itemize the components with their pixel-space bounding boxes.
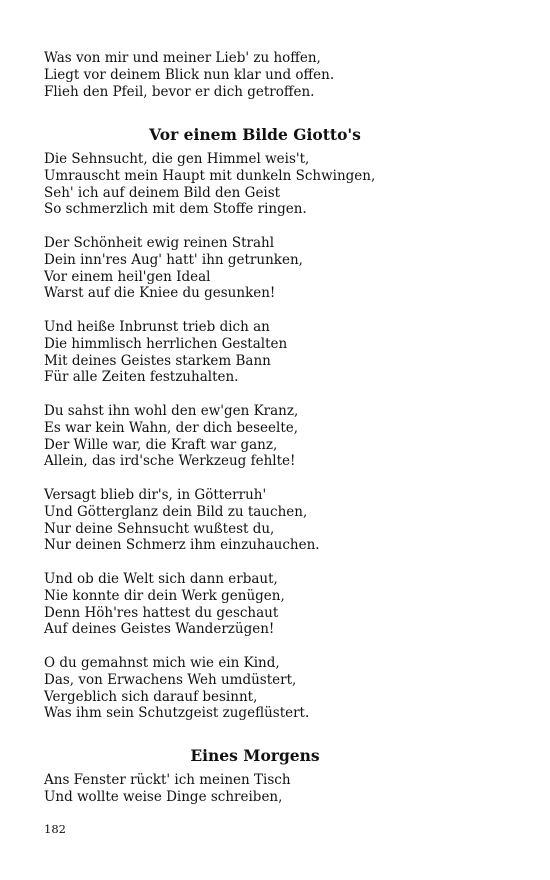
verse-line: Und ob die Welt sich dann erbaut,: [44, 571, 278, 587]
verse-line: Du sahst ihn wohl den ew'gen Kranz,: [44, 403, 299, 419]
verse-line: Auf deines Geistes Wanderzügen!: [44, 621, 275, 638]
verse-line: Der Schönheit ewig reinen Strahl: [44, 235, 275, 251]
stanza: [44, 571, 285, 638]
poem-title: Vor einem Bilde Giotto's: [149, 125, 361, 144]
verse-line: Flieh den Pfeil, bevor er dich getroffen.: [44, 83, 315, 100]
verse-line: Und heiße Inbrunst trieb dich an: [44, 319, 270, 335]
verse-line: Vor einem heil'gen Ideal: [44, 268, 211, 285]
verse-line: Seh' ich auf deinem Bild den Geist: [44, 184, 281, 201]
verse-line: O du gemahnst mich wie ein Kind,: [44, 655, 280, 671]
verse-line: Für alle Zeiten festzuhalten.: [44, 369, 239, 386]
stanza: [44, 772, 291, 806]
verse-line: Dein inn'res Aug' hatt' ihn getrunken,: [44, 251, 303, 268]
stanza: [44, 235, 303, 302]
verse-line: Mit deines Geistes starkem Bann: [44, 352, 271, 369]
verse-line: Die Sehnsucht, die gen Himmel weis't,: [44, 151, 310, 167]
verse-line: So schmerzlich mit dem Stoffe ringen.: [44, 201, 307, 218]
page-number: 182: [44, 822, 66, 836]
stanza: [44, 655, 309, 722]
verse-line: Und wollte weise Dinge schreiben,: [44, 788, 283, 805]
verse-line: Was von mir und meiner Lieb' zu hoffen,: [44, 50, 321, 66]
verse-line: Allein, das ird'sche Werkzeug fehlte!: [44, 453, 296, 470]
verse-line: Was ihm sein Schutzgeist zugeflüstert.: [44, 705, 310, 722]
verse-line: Die himmlisch herrlichen Gestalten: [44, 335, 288, 352]
stanza: [44, 319, 287, 386]
verse-line: Nur deine Sehnsucht wußtest du,: [44, 520, 275, 537]
verse-line: Liegt vor deinem Blick nun klar und offen.: [44, 66, 335, 83]
stanza: [44, 151, 375, 218]
poem-title: Eines Morgens: [190, 746, 320, 765]
verse-line: Das, von Erwachens Weh umdüstert,: [44, 671, 297, 688]
stanza: [44, 487, 320, 554]
verse-line: Vergeblich sich darauf besinnt,: [44, 688, 258, 705]
verse-line: Der Wille war, die Kraft war ganz,: [44, 436, 278, 453]
verse-line: Nie konnte dir dein Werk genügen,: [44, 587, 285, 604]
stanza: [44, 50, 334, 100]
verse-line: Denn Höh'res hattest du geschaut: [44, 604, 279, 621]
verse-line: Es war kein Wahn, der dich beseelte,: [44, 419, 299, 436]
verse-line: Und Götterglanz dein Bild zu tauchen,: [44, 503, 308, 520]
verse-line: Versagt blieb dir's, in Götterruh': [44, 487, 267, 503]
verse-line: Ans Fenster rückt' ich meinen Tisch: [44, 772, 291, 788]
verse-line: Umrauscht mein Haupt mit dunkeln Schwingen,: [44, 167, 376, 184]
verse-line: Warst auf die Kniee du gesunken!: [44, 285, 276, 302]
stanza: [44, 403, 298, 470]
verse-line: Nur deinen Schmerz ihm einzuhauchen.: [44, 537, 320, 554]
